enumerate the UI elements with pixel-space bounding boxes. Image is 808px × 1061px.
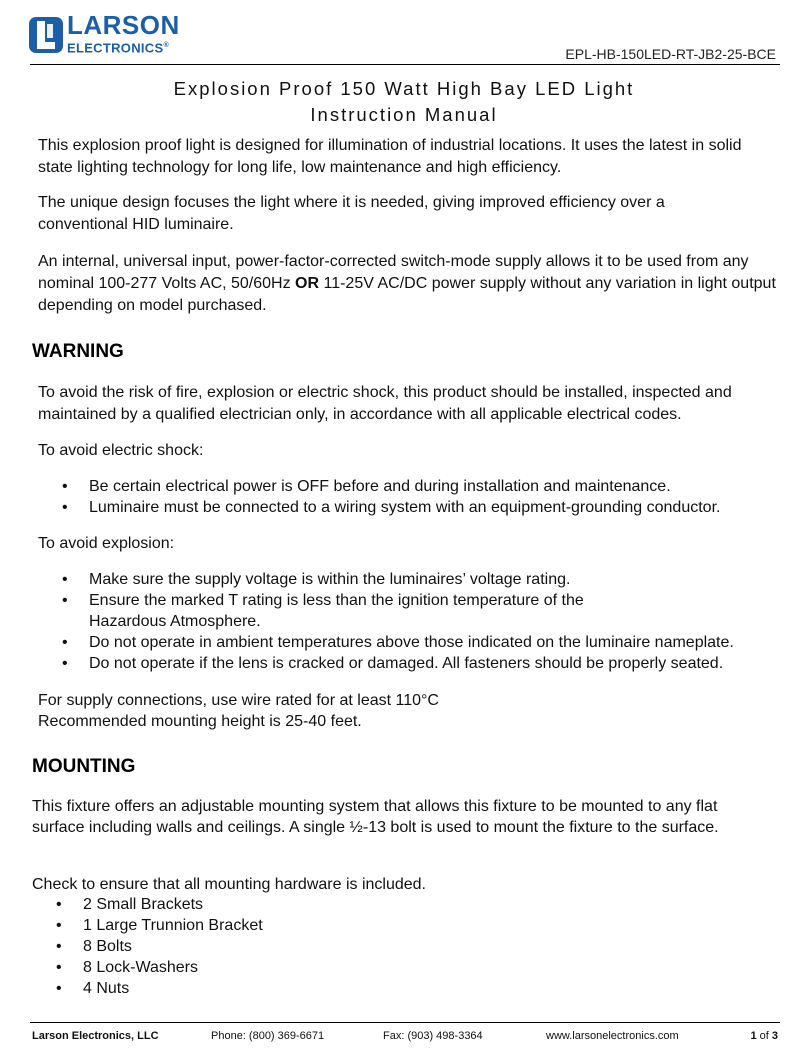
shock-label: To avoid electric shock: bbox=[38, 442, 204, 459]
logo-brand-sub-text: ELECTRONICS bbox=[67, 40, 164, 56]
intro-paragraph-1: This explosion proof light is designed for illumination of industrial locations. It uses the latest in solid state lighting technology for long life, low maintenance and high efficiency. bbox=[38, 137, 742, 176]
intro-paragraph-2: The unique design focuses the light where it is needed, giving improved efficiency over a conventional HID luminaire. bbox=[38, 194, 665, 233]
footer-fax: Fax: (903) 498-3364 bbox=[383, 1030, 483, 1042]
mount-height-note: Recommended mounting height is 25-40 feet. bbox=[38, 713, 362, 730]
intro-p3-part-a: An internal, universal input, power-factor-corrected switch-mode supply allows it to be used from any nominal 100-277 Volts AC, 50/60Hz bbox=[38, 253, 749, 292]
list-item: • Be certain electrical power is OFF before and during installation and maintenance. bbox=[38, 476, 778, 497]
list-item: • 4 Nuts bbox=[32, 978, 732, 999]
logo-brand-sub bbox=[67, 39, 169, 55]
page-current: 1 bbox=[750, 1030, 757, 1042]
doc-title-line1: Explosion Proof 150 Watt High Bay LED Light bbox=[173, 78, 635, 99]
list-item: • 1 Large Trunnion Bracket bbox=[32, 915, 732, 936]
brand-logo bbox=[29, 10, 199, 56]
list-item: • Do not operate in ambient temperatures above those indicated on the luminaire nameplate. bbox=[38, 632, 778, 653]
footer-website[interactable]: www.larsonelectronics.com bbox=[546, 1030, 679, 1042]
intro-paragraph-3 bbox=[38, 251, 783, 317]
footer-page-number bbox=[750, 1030, 778, 1042]
list-item: • Make sure the supply voltage is within the luminaires’ voltage rating. bbox=[38, 569, 778, 590]
warning-heading: WARNING bbox=[32, 341, 124, 362]
list-item: • Luminaire must be connected to a wiring system with an equipment-grounding conductor. bbox=[38, 497, 778, 518]
logo-brand-name: LARSON bbox=[67, 10, 180, 40]
supply-note: For supply connections, use wire rated for at least 110°C bbox=[38, 692, 439, 709]
page-of: of bbox=[759, 1030, 769, 1042]
footer-divider bbox=[30, 1022, 780, 1023]
header-divider bbox=[30, 64, 780, 65]
list-item: • Do not operate if the lens is cracked or damaged. All fasteners should be properly seated. bbox=[38, 653, 778, 674]
logo-mark-icon bbox=[29, 17, 63, 53]
list-item: • 8 Lock-Washers bbox=[32, 957, 732, 978]
footer-phone: Phone: (800) 369-6671 bbox=[211, 1030, 325, 1042]
explosion-list bbox=[38, 569, 778, 674]
model-number: EPL-HB-150LED-RT-JB2-25-BCE bbox=[565, 46, 776, 62]
intro-p3-or: OR bbox=[295, 275, 320, 292]
explosion-label: To avoid explosion: bbox=[38, 535, 175, 552]
mounting-heading: MOUNTING bbox=[32, 756, 136, 777]
shock-list bbox=[38, 476, 778, 518]
intro-p3-part-c: 11-25V AC/DC power supply without any variation in light output depending on model purchased. bbox=[38, 275, 776, 314]
list-item: • 8 Bolts bbox=[32, 936, 732, 957]
mounting-paragraph: This fixture offers an adjustable mounting system that allows this fixture to be mounted to any flat surface including walls and ceilings. A single ½-13 bolt is used to mount the fixture to the surface. bbox=[32, 798, 719, 836]
footer-company: Larson Electronics, LLC bbox=[32, 1030, 159, 1042]
list-item: • 2 Small Brackets bbox=[32, 894, 732, 915]
logo-registered-mark: ® bbox=[163, 42, 169, 49]
list-item: • Ensure the marked T rating is less than the ignition temperature of the Hazardous Atmosphere. bbox=[38, 590, 778, 632]
hardware-list bbox=[32, 894, 732, 999]
page-total: 3 bbox=[771, 1030, 778, 1042]
warning-paragraph: To avoid the risk of fire, explosion or electric shock, this product should be installed, inspected and maintained by a qualified electrician only, in accordance with all applicable electrical codes. bbox=[38, 384, 732, 423]
logo-l-glyph-icon bbox=[35, 20, 57, 50]
doc-title-line2: Instruction Manual bbox=[310, 104, 498, 125]
hardware-check-label: Check to ensure that all mounting hardware is included. bbox=[32, 876, 426, 893]
